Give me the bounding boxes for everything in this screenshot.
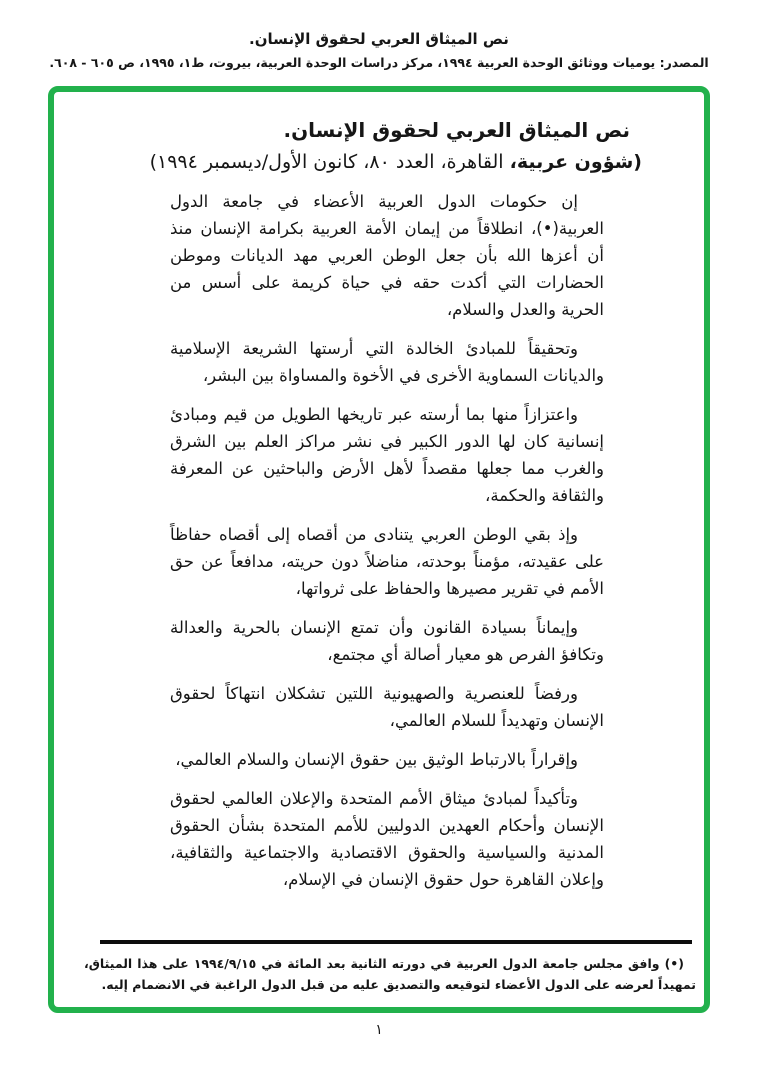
page-header-title: نص الميثاق العربي لحقوق الإنسان. [249,30,509,48]
footnote-separator [100,940,692,944]
charter-paragraph: وإذ بقي الوطن العربي يتنادى من أقصاه إلى أقصاه حفاظاً على عقيدته، مؤمناً بوحدته، مناضلاً دون حريته، مدافعاً عن حق الأمم في تقرير مصيرها والحفاظ على ثرواتها، [170,525,604,598]
charter-title: نص الميثاق العربي لحقوق الإنسان. [283,118,630,142]
charter-paragraph: واعتزازاً منها بما أرسته عبر تاريخها الطويل من قيم ومبادئ إنسانية كان لها الدور الكبير في نشر مراكز العلم بين الشرق والغرب مما جعلها مقصداً لأهل الأرض والباحثين عن المعرفة والثقافة والحكمة، [170,405,604,505]
source-citation: المصدر: يوميات ووثائق الوحدة العربية ١٩٩٤، مركز دراسات الوحدة العربية، بيروت، ط١، ١٩٩٥، ص ٦٠٥ - ٦٠٨. [49,55,709,70]
page-number: ١ [375,1022,383,1038]
charter-paragraph: وإقراراً بالارتباط الوثيق بين حقوق الإنسان والسلام العالمي، [175,750,578,769]
journal-name: (شؤون عربية، [509,151,642,173]
issue-details: القاهرة، العدد ٨٠، كانون الأول/ديسمبر ١٩٩٤) [149,151,504,173]
charter-preamble [170,188,604,893]
charter-paragraph: وإيماناً بسيادة القانون وأن تمتع الإنسان بالحرية والعدالة وتكافؤ الفرص هو معيار أصالة أي مجتمع، [170,618,604,664]
document-frame [48,86,710,1013]
page-header [0,0,758,70]
charter-paragraph: وتأكيداً لمبادئ ميثاق الأمم المتحدة والإعلان العالمي لحقوق الإنسان وأحكام العهدين الدوليين للأمم المتحدة بشأن الحقوق المدنية والسياسية والحقوق الاقتصادية والاجتماعية والثقافية، وإعلان القاهرة حول حقوق الإنسان في الإسلام، [170,789,604,889]
charter-paragraph: ورفضاً للعنصرية والصهيونية اللتين تشكلان انتهاكاً لحقوق الإنسان وتهديداً للسلام العالمي، [170,684,604,730]
footnote-area [62,940,696,995]
footnote-text: (•) وافق مجلس جامعة الدول العربية في دورته الثانية بعد المائة في ١٩٩٤/٩/١٥ على هذا الميثاق، تمهيداً لعرضه على الدول الأعضاء لتوقيعه والتصديق عليه من قبل الدول الراغبة في الانضمام إليه. [84,956,696,992]
charter-paragraph: إن حكومات الدول العربية الأعضاء في جامعة الدول العربية(•)، انطلاقاً من إيمان الأمة العربية بكرامة الإنسان منذ أن أعزها الله بأن جعل الوطن العربي مهد الديانات وموطن الحضارات التي أكدت حقه في حياة كريمة على أسس من الحرية والعدل والسلام، [170,192,604,319]
charter-subtitle [54,151,704,173]
charter-paragraph: وتحقيقاً للمبادئ الخالدة التي أرستها الشريعة الإسلامية والديانات السماوية الأخرى في الأخوة والمساواة بين البشر، [170,339,604,385]
